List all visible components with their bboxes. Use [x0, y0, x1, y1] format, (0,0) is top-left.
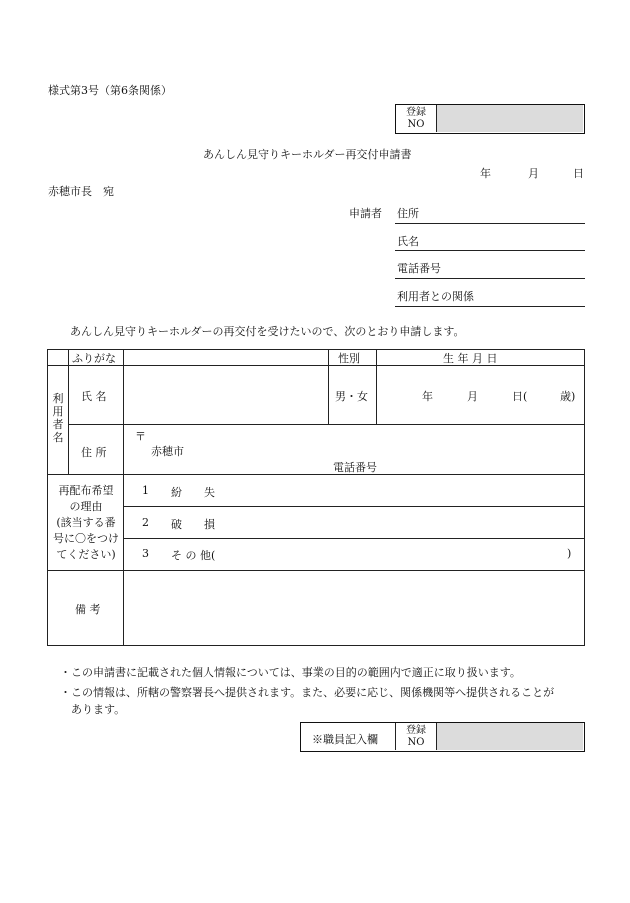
reason-label: 再配布希望 の理由 (該当する番 号に〇をつけ てください) [53, 484, 119, 561]
birth-day-label: 日( [512, 390, 528, 403]
reason-1-text: 紛 失 [171, 486, 215, 499]
date-day-label: 日 [573, 167, 584, 180]
birthdate-header: 生 年 月 日 [443, 352, 498, 365]
address-label: 住 所 [81, 446, 107, 459]
applicant-relation-line[interactable] [395, 306, 585, 307]
address-phone-label: 電話番号 [333, 461, 377, 474]
furigana-label: ふりがな [72, 352, 116, 365]
form-number: 様式第3号（第6条関係） [48, 84, 172, 97]
registration-number-box [395, 104, 585, 134]
reason-3-close: ) [567, 547, 572, 560]
furigana-field[interactable] [124, 351, 327, 364]
registration-number-field[interactable] [436, 105, 583, 132]
gender-header: 性別 [338, 352, 360, 365]
reason-1-number[interactable]: 1 [142, 484, 149, 497]
date-year-label: 年 [480, 167, 491, 180]
addressee: 赤穂市長 宛 [48, 185, 114, 198]
form-title: あんしん見守りキーホルダー再交付申請書 [203, 148, 412, 161]
gender-options[interactable]: 男・女 [335, 390, 368, 403]
staff-registration-label: 登録 NO [406, 725, 426, 748]
remarks-label: 備 考 [75, 603, 101, 616]
intro-text: あんしん見守りキーホルダーの再交付を受けたいので、次のとおり申請します。 [70, 325, 465, 338]
applicant-address-label: 住所 [397, 207, 419, 220]
police-note: ・この情報は、所轄の警察署長へ提供されます。また、必要に応じ、関係機関等へ提供されることが [60, 686, 555, 699]
applicant-label: 申請者 [349, 207, 382, 220]
applicant-phone-line[interactable] [395, 278, 585, 279]
staff-entry-box [300, 722, 585, 752]
applicant-relation-label: 利用者との関係 [397, 290, 474, 303]
applicant-name-label: 氏名 [397, 235, 419, 248]
privacy-note: ・この申請書に記載された個人情報については、事業の目的の範囲内で適正に取り扱います。 [60, 666, 521, 679]
reason-2-number[interactable]: 2 [142, 516, 149, 529]
applicant-phone-label: 電話番号 [397, 262, 441, 275]
user-name-side-label: 利 用 者 名 [52, 392, 64, 444]
birth-year-label: 年 [422, 390, 433, 403]
police-note-continued: あります。 [71, 703, 126, 716]
staff-entry-label: ※職員記入欄 [312, 733, 378, 746]
applicant-name-line[interactable] [395, 250, 585, 251]
birth-month-label: 月 [467, 390, 478, 403]
reason-3-number[interactable]: 3 [142, 547, 149, 560]
applicant-address-line[interactable] [395, 223, 585, 224]
reason-2-text: 破 損 [171, 518, 215, 531]
postal-mark: 〒 [135, 430, 146, 443]
user-name-field[interactable] [124, 366, 327, 423]
birth-age-label: 歳) [560, 390, 576, 403]
city-label: 赤穂市 [151, 445, 184, 458]
reason-other-field[interactable] [233, 540, 563, 568]
name-label: 氏 名 [81, 390, 107, 403]
staff-registration-number-field[interactable] [436, 723, 583, 750]
date-month-label: 月 [528, 167, 539, 180]
registration-label: 登録 NO [406, 107, 426, 130]
reason-3-text: そ の 他( [171, 549, 216, 562]
user-info-table [47, 349, 585, 646]
remarks-field[interactable] [124, 571, 584, 645]
